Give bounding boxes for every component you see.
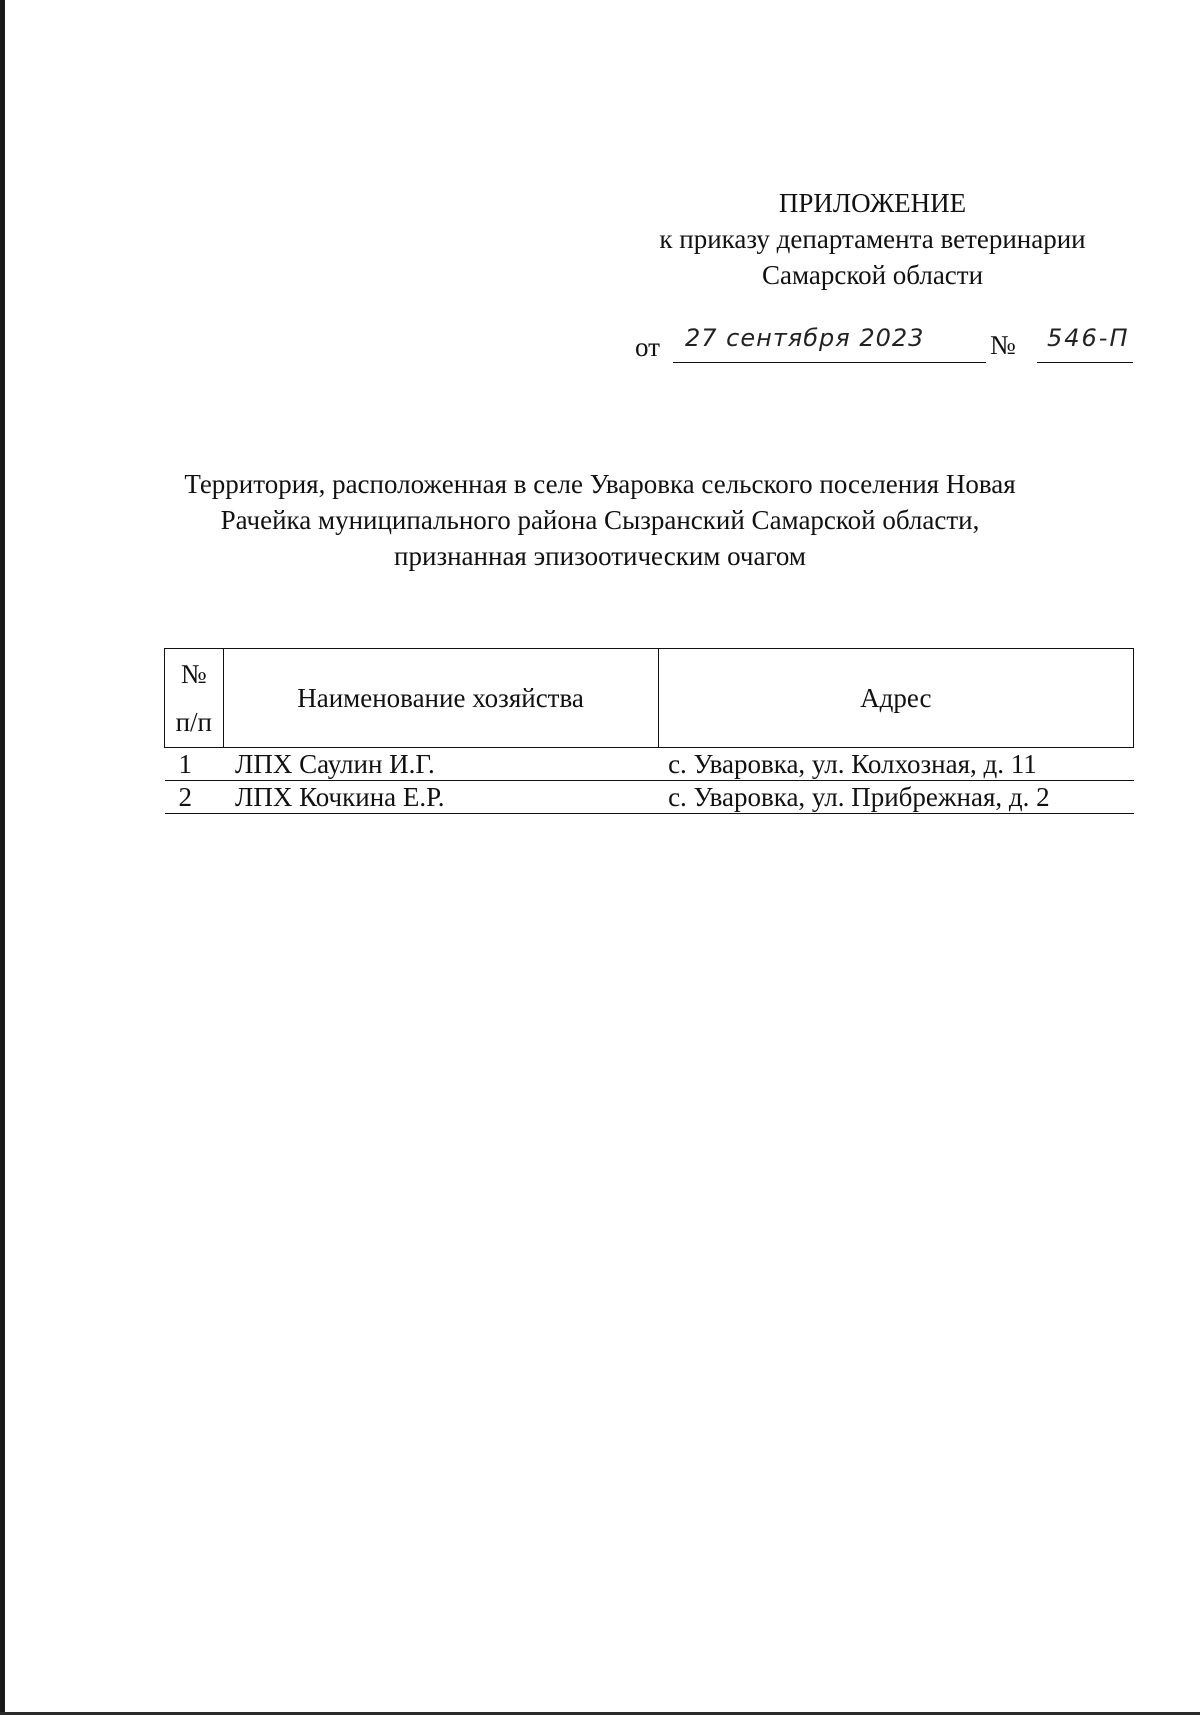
row-num: 1 <box>165 748 224 781</box>
row-address: с. Уваровка, ул. Колхозная, д. 11 <box>658 748 1133 781</box>
table-row <box>165 748 1134 781</box>
appendix-block <box>620 185 1125 293</box>
order-number-label: № <box>990 330 1016 360</box>
order-date-handwritten: 27 сентября 2023 <box>685 324 925 352</box>
appendix-line-2: к приказу департамента ветеринарии <box>659 224 1086 254</box>
scan-edge-left <box>0 0 5 1715</box>
document-title-line-1: Территория, расположенная в селе Уваровка сельского поселения Новая <box>184 469 1016 499</box>
appendix-line-3: Самарской области <box>761 260 984 290</box>
header-num <box>165 649 224 748</box>
row-num: 2 <box>165 781 224 814</box>
order-from-label: от <box>635 332 660 362</box>
header-num-line-1: № <box>180 659 207 689</box>
document-title-line-3: признанная эпизоотическим очагом <box>394 541 806 571</box>
header-name: Наименование хозяйства <box>223 649 658 748</box>
appendix-title: ПРИЛОЖЕНИЕ <box>778 188 967 218</box>
order-number-field <box>1037 324 1133 363</box>
header-address: Адрес <box>658 649 1133 748</box>
order-number-handwritten: 546-П <box>1047 324 1130 352</box>
row-farm-name: ЛПХ Кочкина Е.Р. <box>223 781 658 814</box>
order-line <box>635 324 1135 370</box>
table-row <box>165 781 1134 814</box>
row-address: с. Уваровка, ул. Прибрежная, д. 2 <box>658 781 1133 814</box>
table-header-row <box>165 649 1134 748</box>
document-title-line-2: Рачейка муниципального района Сызранский Самарской области, <box>220 505 980 535</box>
row-farm-name: ЛПХ Саулин И.Г. <box>223 748 658 781</box>
order-date-field <box>673 324 986 363</box>
farms-table <box>164 648 1134 814</box>
document-title <box>150 466 1050 574</box>
header-num-line-2: п/п <box>175 707 212 737</box>
